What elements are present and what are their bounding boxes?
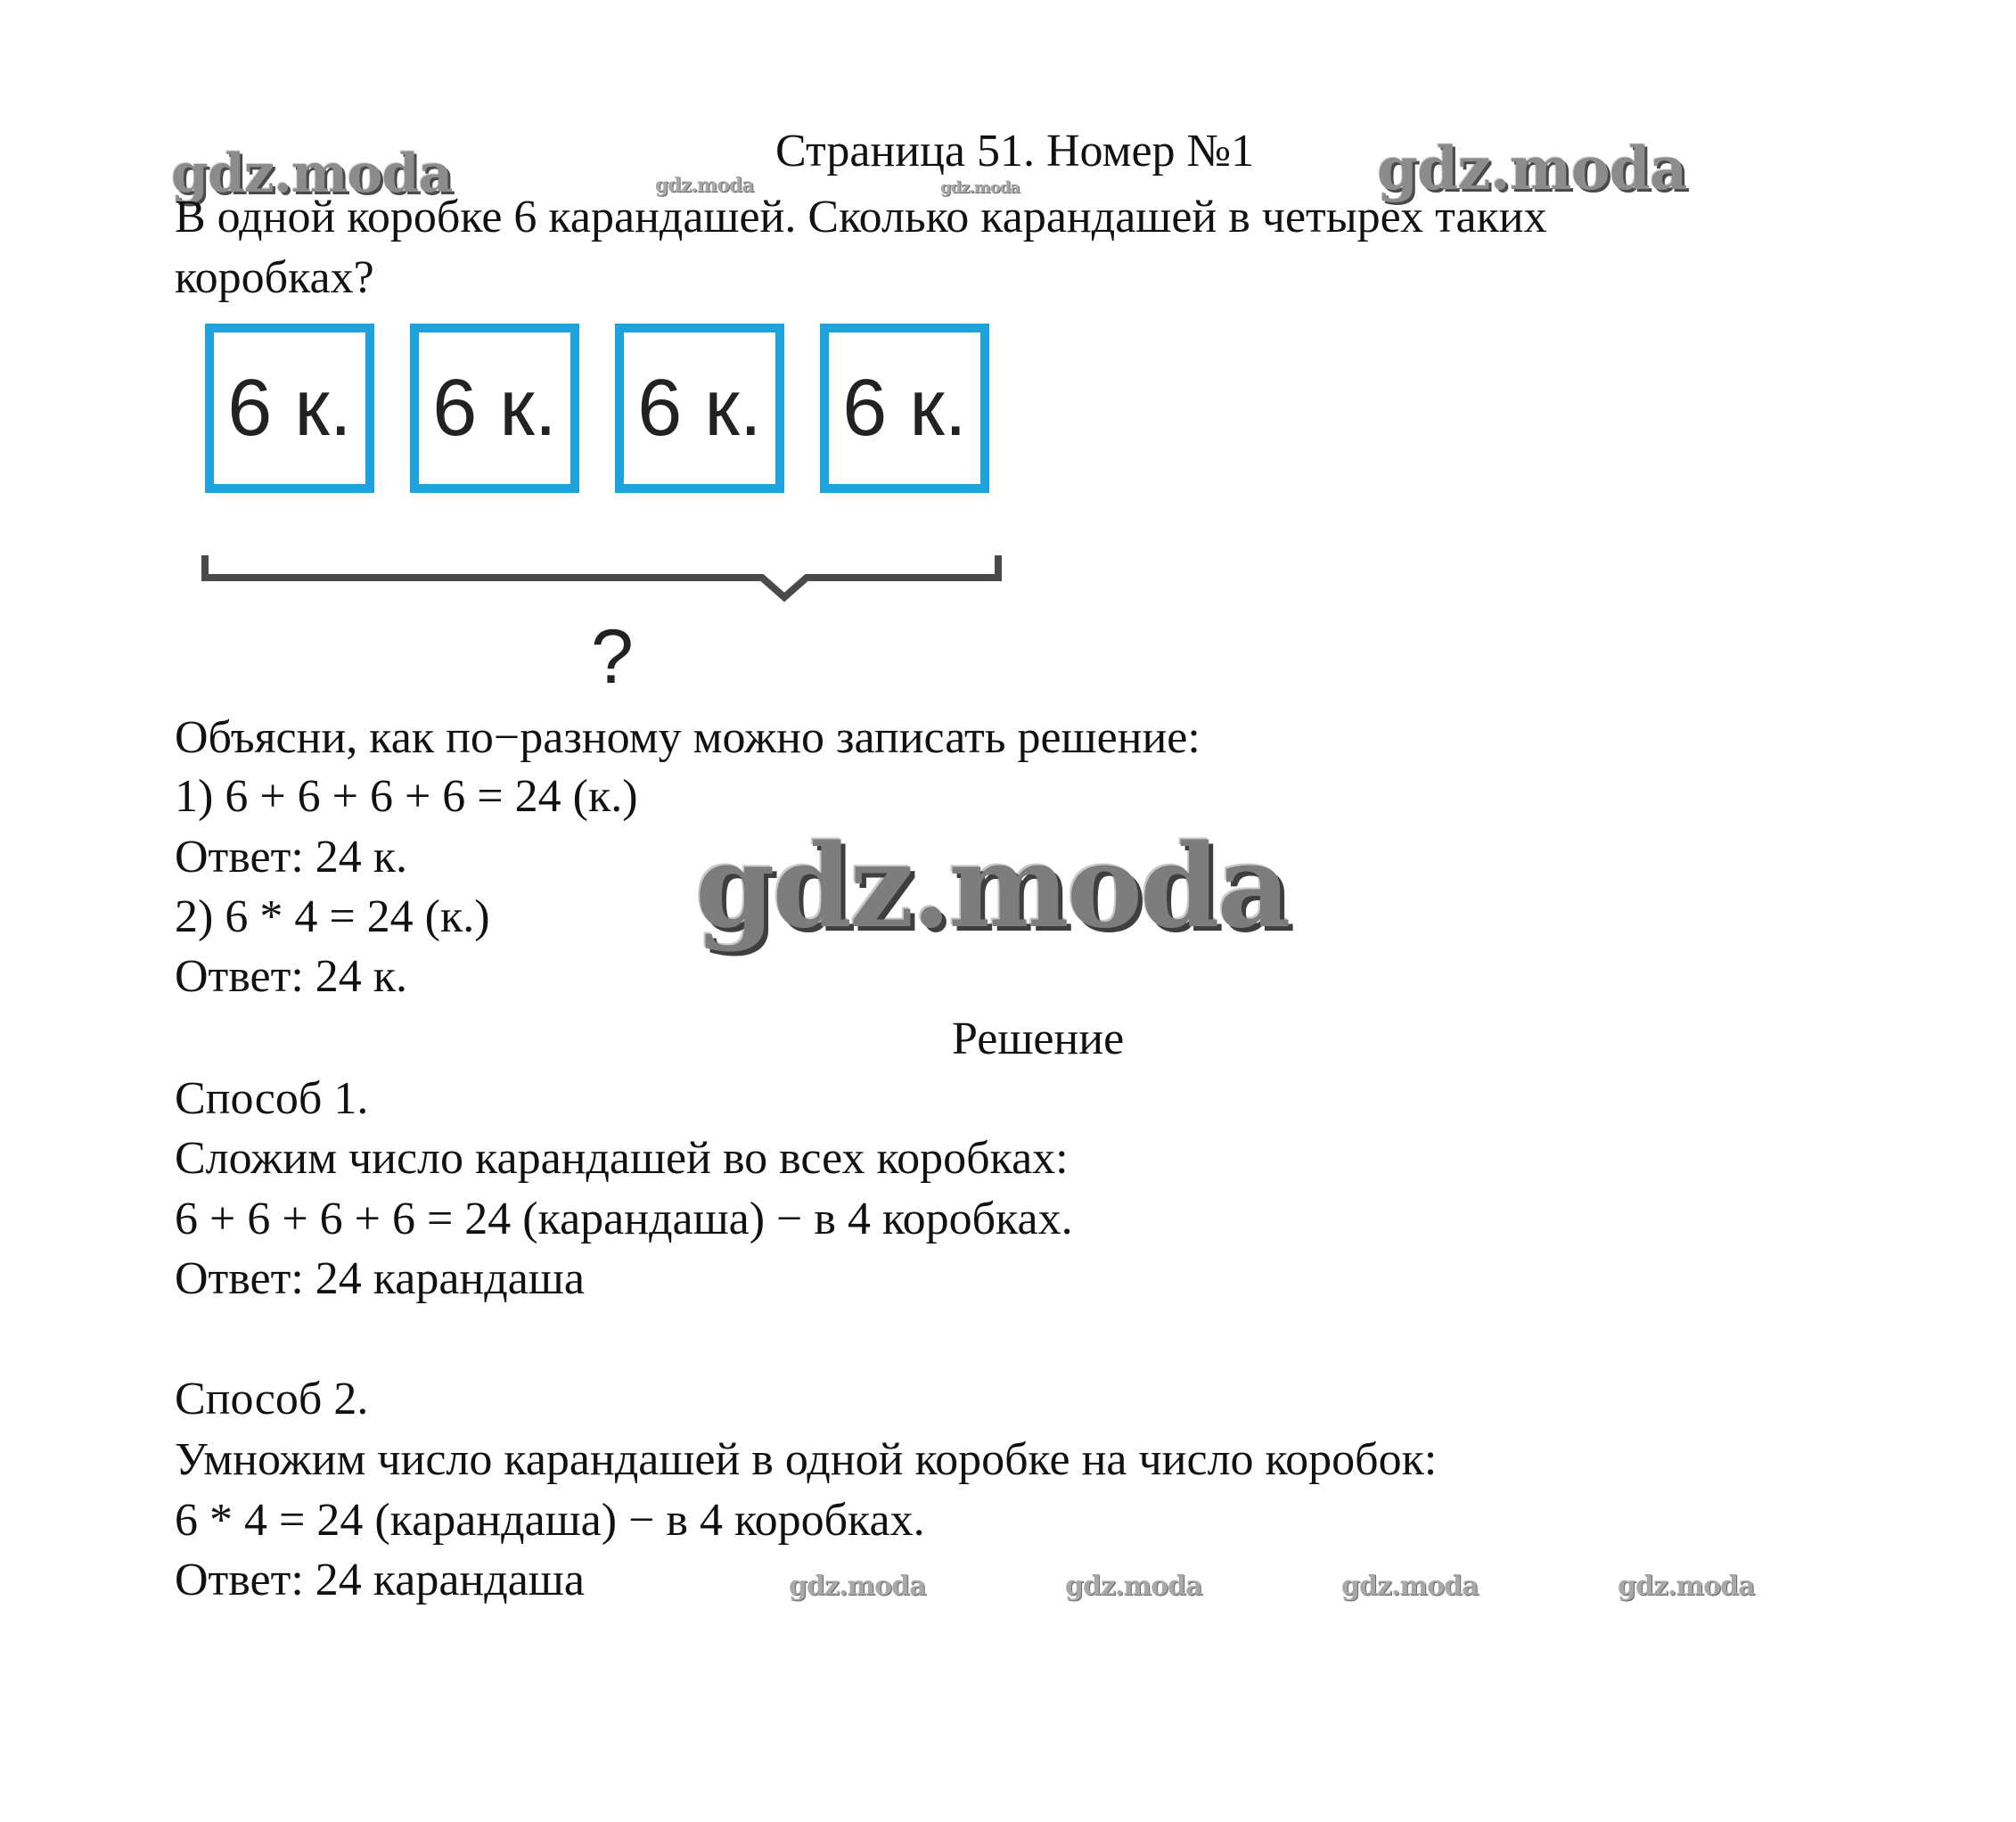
watermark: gdz.moda (1065, 1571, 1202, 1602)
page-title: Страница 51. Номер №1 (775, 126, 1255, 176)
watermark: gdz.moda (940, 178, 1020, 197)
question-mark: ? (591, 614, 634, 700)
pencil-box: 6 к. (205, 324, 374, 493)
pencil-box: 6 к. (820, 324, 989, 493)
watermark: gdz.moda (1377, 134, 1687, 203)
way1-label: Способ 1. (175, 1073, 369, 1124)
answer-2: Ответ: 24 к. (175, 951, 408, 1002)
watermark: gdz.moda (1341, 1571, 1479, 1602)
equation-2: 2) 6 * 4 = 24 (к.) (175, 891, 490, 942)
way2-text: Умножим число карандашей в одной коробке на число коробок: (175, 1434, 1438, 1485)
way2-equation: 6 * 4 = 24 (карандаша) − в 4 коробках. (175, 1495, 925, 1546)
pencil-box: 6 к. (410, 324, 579, 493)
way2-label: Способ 2. (175, 1374, 369, 1424)
equation-1: 1) 6 + 6 + 6 + 6 = 24 (к.) (175, 771, 638, 822)
watermark: gdz.moda (1618, 1571, 1755, 1602)
answer-1: Ответ: 24 к. (175, 832, 408, 882)
way1-equation: 6 + 6 + 6 + 6 = 24 (карандаша) − в 4 коробках. (175, 1194, 1073, 1244)
way1-answer: Ответ: 24 карандаша (175, 1253, 585, 1304)
task-line-2: коробках? (175, 252, 374, 303)
way2-answer: Ответ: 24 карандаша (175, 1555, 585, 1605)
watermark: gdz.moda (655, 174, 754, 197)
pencil-box: 6 к. (615, 324, 784, 493)
task-line-1: В одной коробке 6 карандашей. Сколько карандашей в четырех таких (175, 192, 1547, 242)
watermark: gdz.moda (789, 1571, 926, 1602)
curly-brace (201, 551, 1003, 604)
explain-prompt: Объясни, как по−разному можно записать решение: (175, 712, 1201, 763)
watermark: gdz.moda (171, 143, 453, 205)
watermark: gdz.moda (695, 820, 1289, 954)
solution-heading: Решение (952, 1014, 1125, 1064)
way1-text: Сложим число карандашей во всех коробках: (175, 1133, 1069, 1184)
